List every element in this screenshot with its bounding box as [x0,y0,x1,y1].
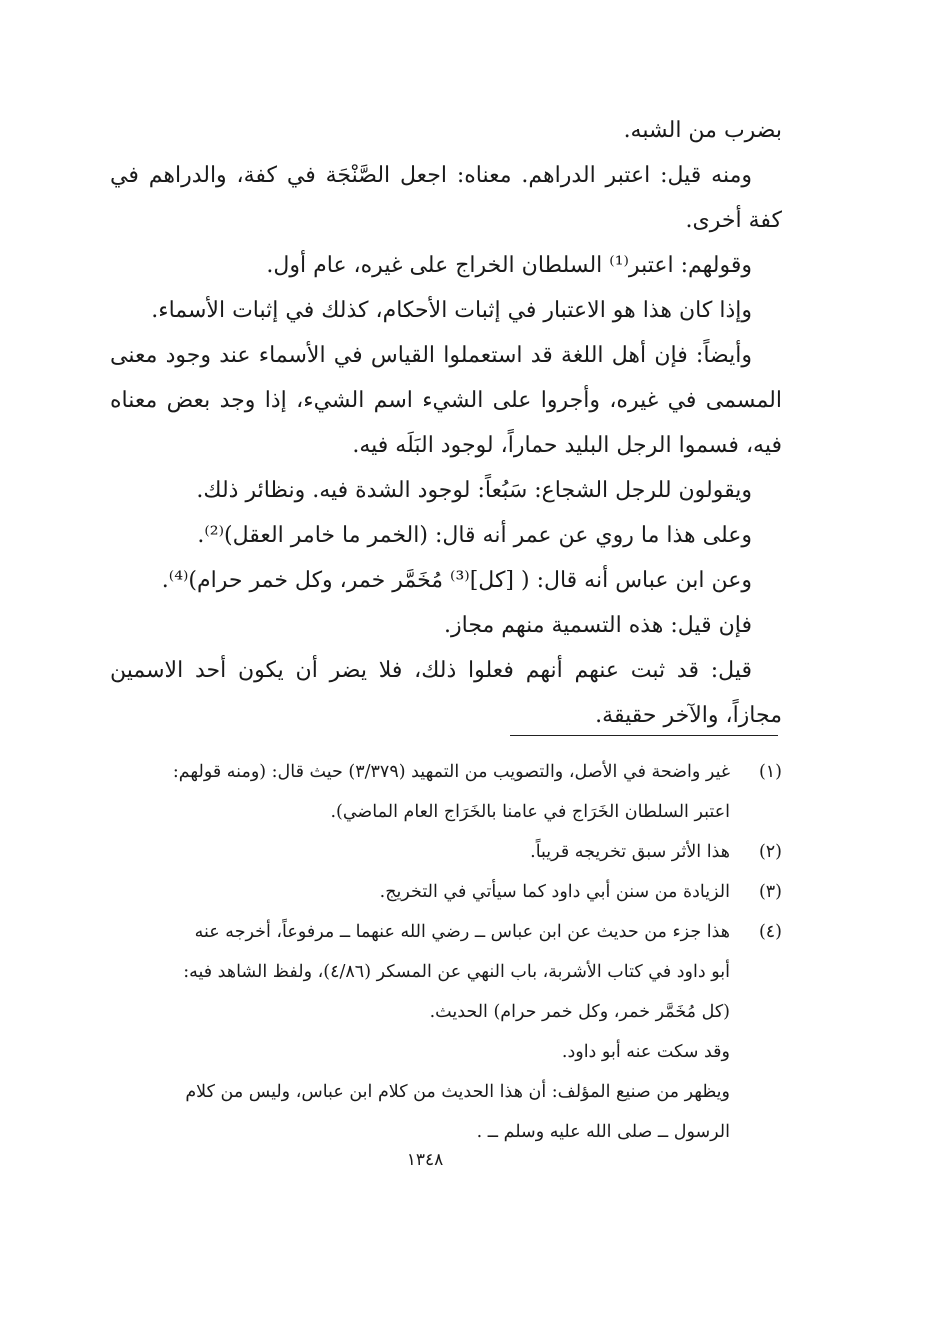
paragraph: قيل: قد ثبت عنهم أنهم فعلوا ذلك، فلا يضر أن يكون أحد الاسمين مجازاً، والآخر حقيقة. [110,658,782,728]
paragraph: بضرب من الشبه. [623,118,782,143]
footnote-line: غير واضحة في الأصل، والتصويب من التمهيد (٣/٣٧٩) حيث قال: (ومنه قولهم: [172,762,730,782]
footnote-text [110,752,730,832]
footnote-line: ويظهر من صنيع المؤلف: أن هذا الحديث من كلام ابن عباس، وليس من كلام [185,1082,730,1102]
footnotes [110,752,782,1152]
footnote-4 [110,912,782,1152]
paragraph: ويقولون للرجل الشجاع: سَبُعاً: لوجود الشدة فيه. ونظائر ذلك. [196,478,752,503]
footnote-line: هذا الأثر سبق تخريجه قريباً. [530,842,730,862]
footnote-number: (٤) [758,922,782,942]
footnote-1 [110,752,782,832]
footnote-text [110,872,730,912]
paragraph: وأيضاً: فإن أهل اللغة قد استعملوا القياس في الأسماء عند وجود معنى المسمى في غيره، وأجروا على الشيء اسم الشيء، إذا وجد بعض معناه فيه، فسموا الرجل البليد حماراً، لوجود البَلَه فيه. [110,343,782,458]
footnote-line: اعتبر السلطان الخَرَاج في عامنا بالخَرَاج العام الماضي). [330,802,730,822]
paragraph: وعن ابن عباس أنه قال: ( [كل]⁽³⁾ مُخَمَّر خمر، وكل خمر حرام)⁽⁴⁾. [161,568,752,593]
footnote-line: أبو داود في كتاب الأشربة، باب النهي عن المسكر (٤/٨٦)، ولفظ الشاهد فيه: [183,962,730,982]
footnote-number: (٢) [758,842,782,862]
paragraph: وإذا كان هذا هو الاعتبار في إثبات الأحكام، كذلك في إثبات الأسماء. [151,298,752,323]
footnote-3 [110,872,782,912]
footnote-2 [110,832,782,872]
paragraph: وعلى هذا ما روي عن عمر أنه قال: (الخمر ما خامر العقل)⁽²⁾. [197,523,752,548]
footnote-line: وقد سكت عنه أبو داود. [561,1042,730,1062]
page-number: ١٣٤٨ [406,1150,444,1170]
paragraph: وقولهم: اعتبر⁽¹⁾ السلطان الخراج على غيره، عام أول. [266,253,752,278]
footnote-line: الرسول ــ صلى الله عليه وسلم ــ . [476,1122,730,1142]
paragraph: ومنه قيل: اعتبر الدراهم. معناه: اجعل الصَّنْجَة في كفة، والدراهم في كفة أخرى. [110,163,782,233]
footnote-separator [510,735,778,736]
footnote-line: (كل مُخَمَّر خمر، وكل خمر حرام) الحديث. [429,1002,730,1022]
footnote-line: هذا جزء من حديث عن ابن عباس ــ رضي الله عنهما ــ مرفوعاً، أخرجه عنه [194,922,730,942]
paragraph: فإن قيل: هذه التسمية منهم مجاز. [444,613,752,638]
footnote-number: (٣) [758,882,782,902]
footnote-number: (١) [758,762,782,782]
footnote-line: الزيادة من سنن أبي داود كما سيأتي في التخريج. [379,882,730,902]
footnote-text [110,912,730,1152]
footnote-text [110,832,730,872]
main-text [110,108,782,738]
